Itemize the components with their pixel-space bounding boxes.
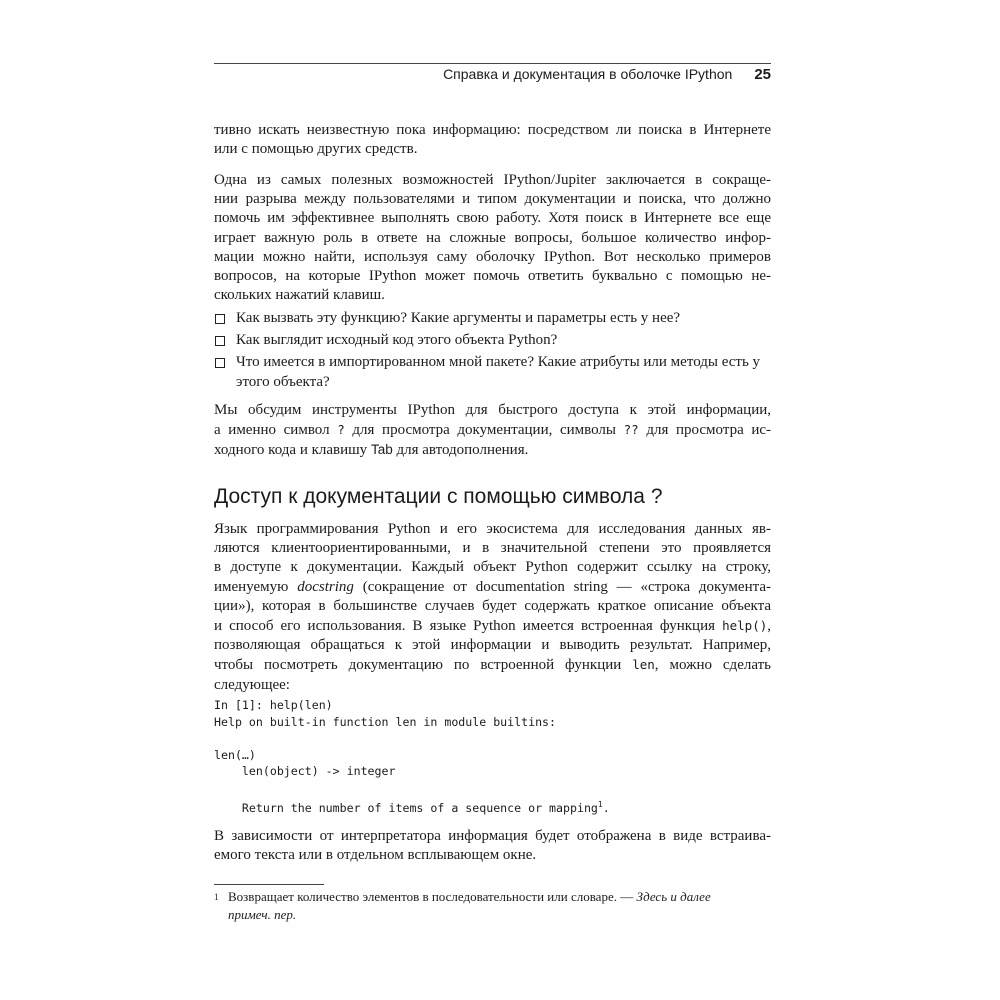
footnote-line bbox=[214, 906, 771, 924]
text-line bbox=[214, 578, 771, 597]
list-item-text: Как вызвать эту функцию? Какие аргументы и параметры есть у нее? bbox=[236, 310, 681, 326]
footnote-text: Возвращает количество элементов в последовательности или словаре. — bbox=[228, 889, 634, 904]
text-run: , можно сделать bbox=[654, 657, 771, 674]
footnote-line bbox=[214, 888, 771, 906]
list-item-text: Что имеется в импортированном мной пакете? Какие атрибуты или методы есть у этого объекта? bbox=[236, 354, 761, 390]
running-head bbox=[214, 66, 771, 88]
text-line bbox=[214, 440, 771, 460]
inline-code: ?? bbox=[623, 422, 639, 438]
footnote bbox=[214, 888, 771, 924]
text-run: и способ его использования. В языке Python имеется встроенная функция bbox=[214, 618, 716, 635]
text-line bbox=[214, 655, 771, 675]
text-line: В зависимости от интерпретатора информация будет отображена в виде встраива- bbox=[214, 828, 771, 844]
text-line: ции»), которая в большинстве случаев будет содержать краткое описание объекта bbox=[214, 597, 771, 614]
text-line: мации можно найти, используя саму оболочку IPython. Вот несколько примеров bbox=[214, 248, 771, 265]
list-item-text: Как выглядит исходный код этого объекта Python? bbox=[236, 332, 558, 349]
section-heading: Доступ к документации с помощью символа ? bbox=[214, 485, 663, 508]
page-number: 25 bbox=[754, 66, 771, 83]
list-item bbox=[214, 353, 771, 391]
text-line: Мы обсудим инструменты IPython для быстрого доступа к этой информации, bbox=[214, 402, 771, 418]
paragraph-features bbox=[214, 171, 771, 305]
key-name: Tab bbox=[370, 442, 393, 458]
text-line: или с помощью других средств. bbox=[214, 141, 418, 158]
code-line: Help on built-in function len in module builtins: bbox=[214, 715, 557, 729]
code-line bbox=[214, 800, 771, 816]
text-line: Язык программирования Python и его экосистема для исследования данных яв- bbox=[214, 521, 771, 537]
code-text: . bbox=[602, 801, 610, 815]
text-run: для просмотра ис- bbox=[646, 422, 772, 439]
footnote-emphasis: примеч. пер. bbox=[228, 907, 297, 922]
list-item bbox=[214, 309, 771, 328]
text-run: для автодополнения. bbox=[396, 442, 529, 459]
text-line: ляются клиентоориентированными, и в значительной степени это проявляется bbox=[214, 540, 771, 557]
footnote-rule bbox=[214, 884, 324, 885]
inline-code: ? bbox=[337, 422, 345, 438]
text-line: емого текста или в отдельном всплывающем окне. bbox=[214, 847, 537, 864]
checkbox-bullet-icon bbox=[215, 336, 225, 346]
text-line: нии разрыва между пользователями и типом документации и поиска, что должно bbox=[214, 191, 771, 208]
text-run: именуемую bbox=[214, 578, 289, 595]
text-line bbox=[214, 616, 771, 636]
text-line: играет важную роль в ответе на сложные вопросы, большое количество инфор- bbox=[214, 229, 771, 246]
footnote-mark: 1 bbox=[214, 892, 219, 902]
list-item bbox=[214, 331, 771, 350]
code-line: len(…) bbox=[214, 748, 256, 762]
checkbox-bullet-icon bbox=[215, 358, 225, 368]
text-line: в доступе к документации. Каждый объект Python содержит ссылку на строку, bbox=[214, 559, 771, 576]
paragraph-interpreter bbox=[214, 827, 771, 865]
text-line: следующее: bbox=[214, 676, 290, 693]
footnote-ref: 1 bbox=[597, 800, 603, 810]
code-line: len(object) -> integer bbox=[214, 764, 396, 778]
text-line: вопросов, на которые IPython может помочь ответить буквально с помощью не- bbox=[214, 268, 771, 285]
text-run: для просмотра документации, символы bbox=[352, 422, 616, 439]
checkbox-bullet-icon bbox=[215, 314, 225, 324]
running-head-title: Справка и документация в оболочке IPython bbox=[443, 66, 733, 82]
code-text: Return the number of items of a sequence or mapping bbox=[214, 801, 598, 815]
text-line: Одна из самых полезных возможностей IPython/Jupiter заключается в сокраще- bbox=[214, 172, 771, 188]
paragraph-docstring bbox=[214, 520, 771, 695]
text-line bbox=[214, 420, 771, 440]
text-run: ходного кода и клавишу bbox=[214, 442, 368, 459]
text-line: скольких нажатий клавиш. bbox=[214, 287, 385, 304]
footnote-emphasis: Здесь и далее bbox=[636, 889, 711, 904]
inline-code: len bbox=[632, 657, 655, 673]
emphasis-term: docstring bbox=[297, 578, 354, 595]
text-run: , bbox=[767, 618, 771, 635]
text-run: чтобы посмотреть документацию по встроенной функции bbox=[214, 657, 622, 674]
text-line: тивно искать неизвестную пока информацию: посредством ли поиска в Интернете bbox=[214, 122, 771, 138]
text-run: (сокращение от documentation string — «строка документа- bbox=[362, 578, 772, 595]
text-line: позволяющая обращаться к этой информации и выводить результат. Например, bbox=[214, 637, 771, 654]
header-rule bbox=[214, 63, 771, 64]
text-line: помочь им эффективнее выполнять свою работу. Хотя поиск в Интернете все еще bbox=[214, 210, 771, 227]
inline-code: help() bbox=[722, 618, 768, 634]
intro-paragraph bbox=[214, 121, 771, 159]
question-list bbox=[214, 309, 771, 395]
code-line: In [1]: help(len) bbox=[214, 698, 333, 712]
text-run: а именно символ bbox=[214, 422, 330, 439]
paragraph-tools bbox=[214, 401, 771, 461]
